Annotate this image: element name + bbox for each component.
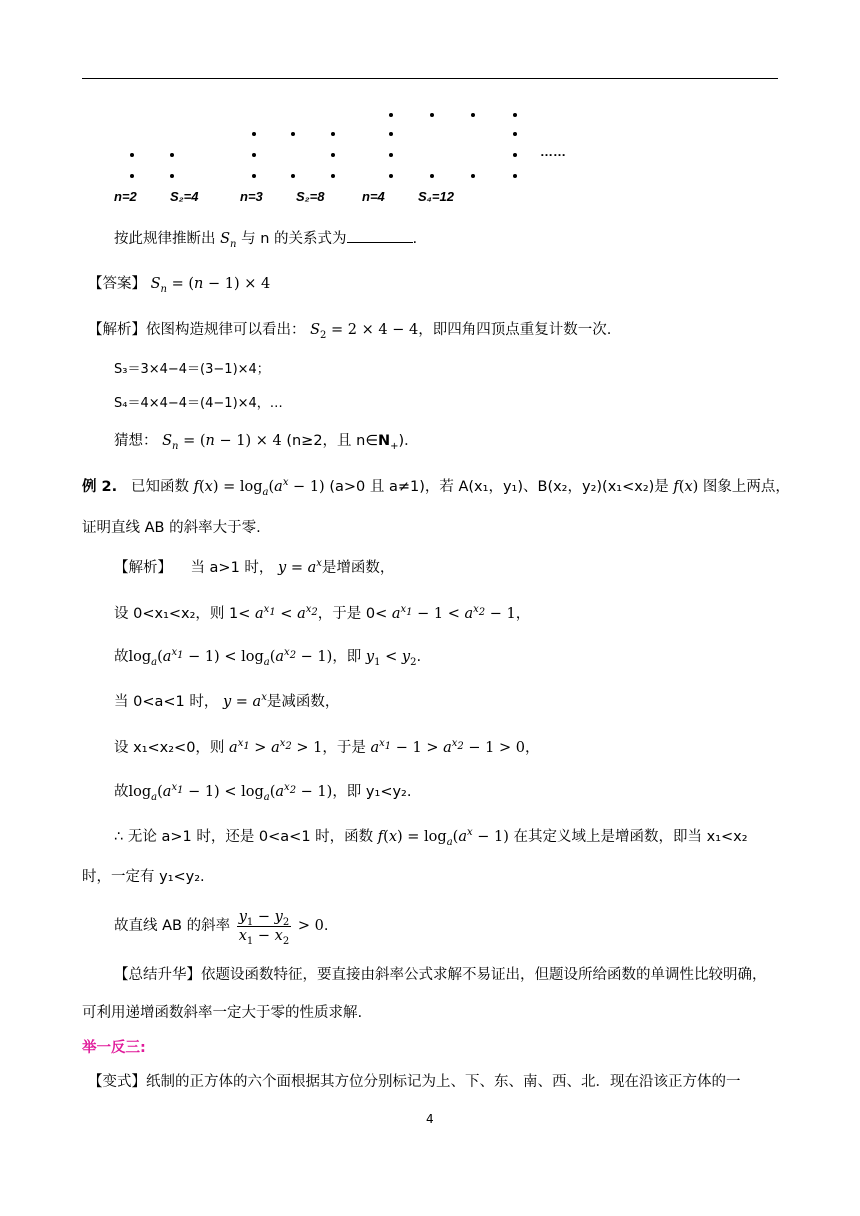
figure-ellipsis: …… — [540, 144, 566, 159]
dot — [430, 174, 434, 178]
text: 是减函数， — [266, 694, 340, 710]
summary-tag: 【总结升华】 — [114, 967, 201, 983]
header-rule — [82, 78, 778, 79]
variant-heading: 举一反三: — [82, 1040, 146, 1056]
answer-line: 【答案】 $S_n = (n - 1) \times 4$ — [88, 276, 271, 295]
dot — [252, 153, 256, 157]
dot — [170, 174, 174, 178]
dot — [513, 174, 517, 178]
text: 按此规律推断出 — [114, 231, 216, 247]
text: 猜想： — [114, 433, 158, 449]
text: ， — [515, 606, 531, 622]
dot — [389, 132, 393, 136]
text: ，即四角四顶点重复计数一次. — [418, 322, 612, 338]
example-tag: 例 2. — [82, 479, 118, 495]
conclusion-line-2: 时，一定有 y₁<y₂. — [82, 869, 205, 885]
text: 依图构造规律可以看出： — [146, 322, 306, 338]
s4-line: S₄＝4×4−4＝(4−1)×4，… — [114, 396, 283, 411]
text: ，于是 — [322, 740, 366, 756]
text: ，即 y₁<y₂. — [332, 784, 412, 800]
solution-line-5: 设 x₁<x₂<0，则 $a^{x_1} > a^{x_2} > 1$，于是 $a^{x_1} - 1 > a^{x_2} - 1 > 0$， — [114, 738, 540, 756]
dot — [331, 132, 335, 136]
conclusion-line-1: ∴ 无论 a>1 时，还是 0<a<1 时，函数 $f(x) = \log_a(a^x - 1)$ 在其定义域上是增函数，即当 x₁<x₂ — [114, 827, 748, 848]
dot — [130, 153, 134, 157]
summary-line-1 — [114, 965, 767, 985]
example-2-line: 例 2. 已知函数 $f(x) = \log_a(a^x - 1)$ (a>0 且 a≠1)，若 A(x₁，y₁)、B(x₂，y₂)(x₁<x₂)是 f(x) 图象上两点， — [82, 477, 790, 498]
text: 当 0<a<1 时， — [114, 694, 219, 710]
text: 设 x₁<x₂<0，则 — [114, 740, 225, 756]
conjecture-line: 猜想： $S_n = (n - 1) \times 4$ (n≥2，且 $n\in N_+$)． — [114, 433, 419, 452]
dot — [252, 132, 256, 136]
text: )． — [398, 433, 419, 449]
dot — [430, 113, 434, 117]
solution-line-3: 故$\log_a(a^{x_1} - 1) < \log_a(a^{x_2} - 1)$，即 $y_1 < y_2$. — [114, 647, 422, 668]
solution-line-4: 当 0<a<1 时， $y = a^x$是减函数， — [114, 692, 340, 710]
text: ，于是 0< — [317, 606, 388, 622]
text: N — [377, 433, 391, 449]
page-number: 4 — [426, 1112, 434, 1126]
text: 故直线 AB 的斜率 — [114, 918, 231, 934]
summary-line-2: 可利用递增函数斜率一定大于零的性质求解. — [82, 1005, 363, 1021]
dot — [389, 113, 393, 117]
example-2-line-2: 证明直线 AB 的斜率大于零. — [82, 520, 261, 536]
solution-line-6: 故$\log_a(a^{x_1} - 1) < \log_a(a^{x_2} - 1)$，即 y₁<y₂. — [114, 782, 412, 803]
answer-tag: 【答案】 — [88, 276, 146, 292]
inference-question: 按此规律推断出 $S_n$ 与 n 的关系式为 . — [114, 228, 417, 249]
text: 故 — [114, 784, 129, 800]
dot — [291, 174, 295, 178]
dot — [513, 153, 517, 157]
text: . — [323, 918, 329, 934]
figure-label: S₄=12 — [418, 189, 454, 204]
text: 已知函数 — [130, 479, 189, 495]
dot — [513, 132, 517, 136]
variant-line — [88, 1072, 741, 1092]
dot — [471, 174, 475, 178]
text: . — [416, 649, 422, 665]
solution-tag: 【解析】 — [114, 560, 172, 576]
solution-line-2: 设 0<x₁<x₂，则 $1< a^{x_1} < a^{x_2}$，于是 $0< a^{x_1} - 1 < a^{x_2} - 1$， — [114, 604, 531, 622]
slope-line: 故直线 AB 的斜率 $\frac{y_1 - y_2}{x_1 - x_2}$ > 0. — [114, 908, 329, 947]
text: 当 a>1 时， — [190, 560, 274, 576]
figure-label: n=4 — [362, 189, 385, 204]
s3-line: S₃＝3×4−4＝(3−1)×4； — [114, 362, 270, 377]
text: ， — [524, 740, 540, 756]
answer-blank — [347, 228, 413, 243]
figure-label: S₂=4 — [170, 189, 199, 204]
dot — [291, 132, 295, 136]
text: (a>0 且 a≠1)，若 A(x₁，y₁)、B(x₂，y₂)(x₁<x₂)是 — [329, 479, 669, 495]
analysis-tag: 【解析】 — [88, 322, 146, 338]
dot — [331, 153, 335, 157]
dot — [471, 113, 475, 117]
text: 纸制的正方体的六个面根据其方位分别标记为上、下、东、南、西、北．现在沿该正方体的一 — [146, 1074, 741, 1090]
text: 设 0<x₁<x₂，则 1< — [114, 606, 251, 622]
figure-label: S₂=8 — [296, 189, 325, 204]
dot — [170, 153, 174, 157]
text: 在其定义域上是增函数，即当 x₁<x₂ — [513, 829, 748, 845]
dot — [513, 113, 517, 117]
text: 是增函数， — [321, 560, 395, 576]
text: . — [412, 231, 418, 247]
dot — [389, 153, 393, 157]
text: (n≥2，且 n∈ — [286, 433, 378, 449]
slope-fraction: $\frac{y_1 - y_2}{x_1 - x_2}$ — [238, 908, 290, 947]
text: 故 — [114, 649, 129, 665]
dot — [252, 174, 256, 178]
variant-tag: 【变式】 — [88, 1074, 146, 1090]
figure-label: n=2 — [114, 189, 137, 204]
text: 与 n 的关系式为 — [241, 231, 347, 247]
solution-line-1: 【解析】 当 a>1 时， $y = a^x$是增函数， — [114, 558, 395, 576]
text: 图象上两点， — [702, 479, 790, 495]
analysis-line: 【解析】依图构造规律可以看出： $S_2 = 2 \times 4 - 4$，即四角四顶点重复计数一次. — [88, 322, 612, 341]
text: ，即 — [332, 649, 362, 665]
text: < — [280, 606, 293, 622]
dot — [389, 174, 393, 178]
text: 依题设函数特征，要直接由斜率公式求解不易证出，但题设所给函数的单调性比较明确， — [201, 967, 767, 983]
figure-label: n=3 — [240, 189, 263, 204]
text: ∴ 无论 a>1 时，还是 0<a<1 时，函数 — [114, 829, 374, 845]
dot — [130, 174, 134, 178]
dot — [331, 174, 335, 178]
